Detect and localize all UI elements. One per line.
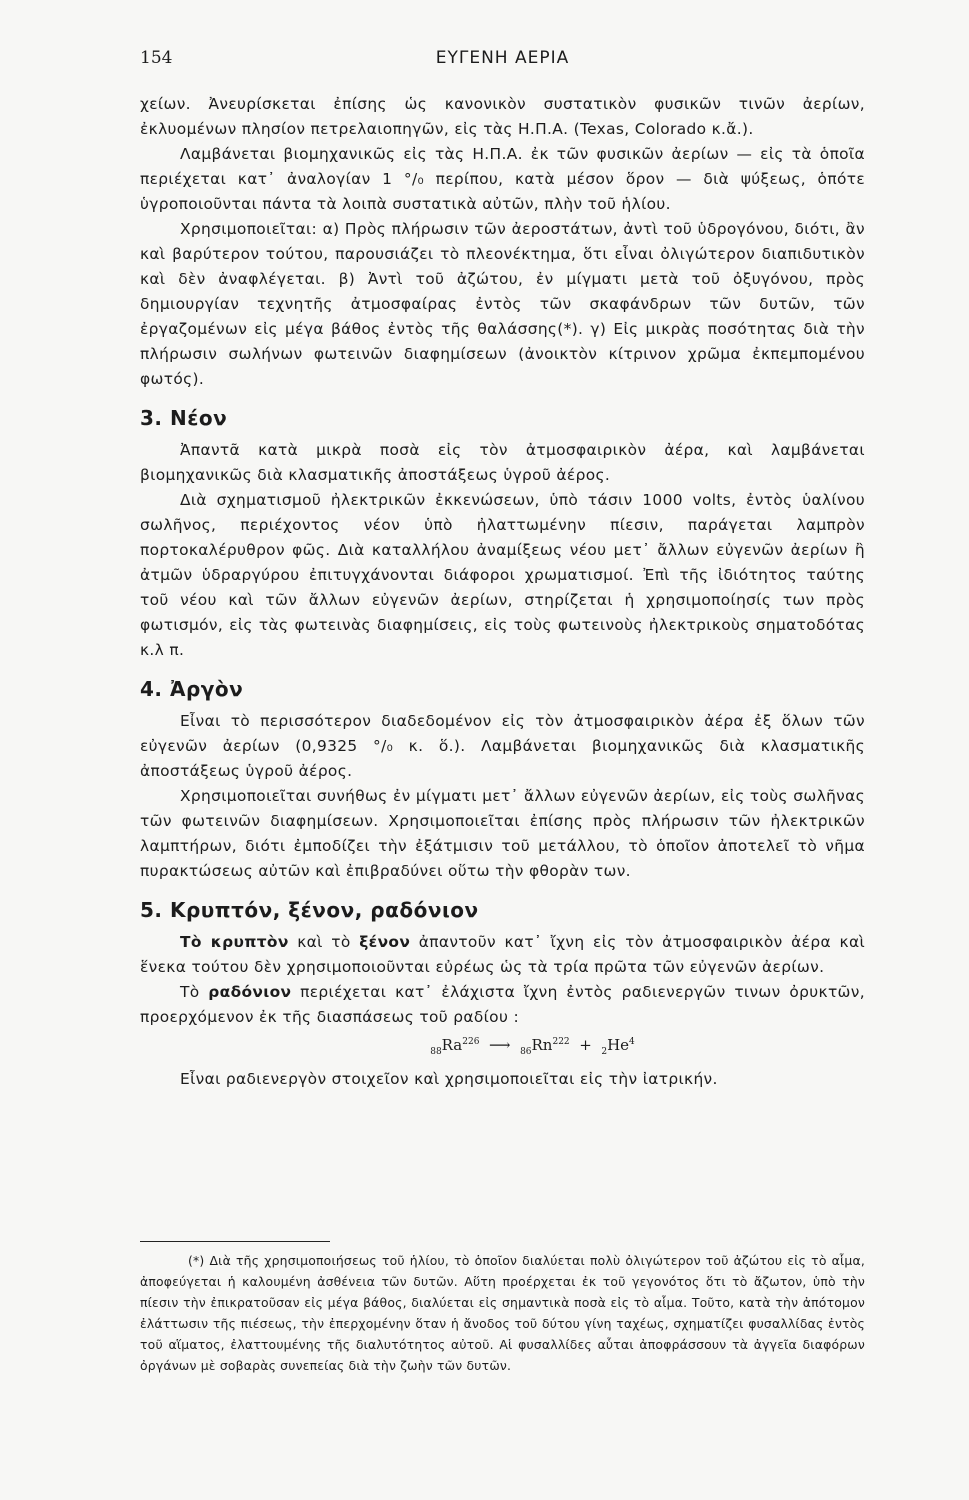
element-symbol: Rn xyxy=(531,1036,553,1054)
section-heading-argon: 4. Ἀργὸν xyxy=(140,677,244,701)
paragraph-helium-uses: Χρησιμοποιεῖται: α) Πρὸς πλήρωσιν τῶν ἀεροστάτων, ἀντὶ τοῦ ὑδρογόνου, διότι, ἂν καὶ βαρύτερον τούτου, παρουσιάζει τὸ πλεονέκτημα, ὅτι εἶναι ὀλιγώτερον διαπιδυτικὸν καὶ δὲν ἀναφλέγεται. β) Ἀντὶ τοῦ ἀζώτου, ἐν μίγματι μετὰ τοῦ ὀξυγόνου, πρὸς δημιουργίαν τεχνητῆς ἀτμοσφαίρας ἐντὸς τῶν σκαφάνδρων τῶν δυτῶν, τῶν ἐργαζομένων εἰς μέγα βάθος ἐντὸς τῆς θαλάσσης(*). γ) Εἰς μικρὰς ποσότητας διὰ τὴν πλήρωσιν σωλήνων φωτεινῶν διαφημίσεων (ἀνοικτὸν κίτρινον χρῶμα ἐκπεμπομένου φωτός). xyxy=(140,220,865,388)
page-number: 154 xyxy=(140,48,173,68)
text-span: ἀπαντοῦν κατ᾿ ἴχνη εἰς τὸν ἀτμοσφαιρικὸν ἀέρα καὶ ἕνεκα τούτου δὲν χρησιμοποιοῦνται εὐρέως ὡς τὰ τρία πρῶτα τῶν εὐγενῶν ἀερίων. xyxy=(140,933,865,976)
reaction-arrow: ⟶ xyxy=(489,1036,511,1054)
element-symbol: Ra xyxy=(441,1036,463,1054)
term-radon: ραδόνιον xyxy=(208,983,292,1001)
mass-number: 226 xyxy=(462,1037,480,1047)
text-span: Τὸ xyxy=(180,983,209,1001)
footnote-text: (*) Διὰ τῆς χρησιμοποιήσεως τοῦ ἡλίου, τὸ ὁποῖον διαλύεται πολὺ ὀλιγώτερον τοῦ ἀζώτου εἰς τὸ αἷμα, ἀποφεύγεται ἡ καλουμένη ἀσθένεια τῶν δυτῶν. Αὕτη προέρχεται ἐκ τοῦ γεγονότος ὅτι τὸ ἄζωτον, ὑπὸ τὴν πίεσιν τὴν ἐπικρατοῦσαν εἰς μέγα βάθος, διαλύεται εἰς σημαντικὰ ποσὰ εἰς τὸ αἷμα. Τοῦτο, κατὰ τὴν ἀπότομον ἐλάττωσιν τῆς πιέσεως, τὴν ἐπερχομένην ὅταν ἡ ἄνοδος τοῦ δύτου γίνη ταχέως, σχηματίζει φυσαλλίδας ἐντὸς τοῦ αἵματος, ἐλαττουμένης τῆς διαλυτότητος αὐτοῦ. Αἱ φυσαλλίδες αὗται ἀποφράσσουν τὰ ἀγγεῖα διαφόρων ὀργάνων μὲ σοβαρὰς συνεπείας διὰ τὴν ζωὴν τῶν δυτῶν. xyxy=(140,1253,865,1373)
paragraph-radon xyxy=(140,980,865,1030)
atomic-number: 88 xyxy=(430,1047,442,1057)
paragraph-argon-uses: Χρησιμοποιεῖται συνήθως ἐν μίγματι μετ᾿ ἄλλων εὐγενῶν ἀερίων, εἰς τοὺς σωλῆνας τῶν φωτεινῶν διαφημίσεων. Χρησιμοποιεῖται ἐπίσης πρὸς πλήρωσιν τῶν ἠλεκτρικῶν λαμπτήρων, διότι ἐμποδίζει τὴν ἐξάτμισιν τοῦ μετάλλου, τὸ ὁποῖον ἀποτελεῖ τὸ νῆμα πυρακτώσεως αὐτῶν καὶ ἐπιβραδύνει οὕτω τὴν φθορὰν των. xyxy=(140,787,865,880)
paragraph-helium-occurrence: χείων. Ἀνευρίσκεται ἐπίσης ὡς κανονικὸν συστατικὸν φυσικῶν τινῶν ἀερίων, ἐκλυομένων πλησίον πετρελαιοπηγῶν, εἰς τὰς Η.Π.Α. (Texas, Colorado κ.ἄ.). xyxy=(140,95,865,138)
element-symbol: He xyxy=(607,1036,630,1054)
text-span: καὶ τὸ xyxy=(288,933,360,951)
paragraph-neon-occurrence: Ἀπαντᾶ κατὰ μικρὰ ποσὰ εἰς τὸν ἀτμοσφαιρικὸν ἀέρα, καὶ λαμβάνεται βιομηχανικῶς διὰ κλασματικῆς ἀποστάξεως ὑγροῦ ἀέρος. xyxy=(140,441,865,484)
paragraph-helium-production: Λαμβάνεται βιομηχανικῶς εἰς τὰς Η.Π.Α. ἐκ τῶν φυσικῶν ἀερίων — εἰς τὰ ὁποῖα περιέχεται κατ᾿ ἀναλογίαν 1 °/₀ περίπου, κατὰ μέσον ὅρον — διὰ ψύξεως, ὁπότε ὑγροποιοῦνται πάντα τὰ λοιπὰ συστατικὰ αὐτῶν, πλὴν τοῦ ἡλίου. xyxy=(140,145,865,213)
mass-number: 4 xyxy=(629,1037,635,1047)
section-heading-krypton: 5. Κρυπτόν, ξένον, ραδόνιον xyxy=(140,898,479,922)
plus-sign: + xyxy=(579,1036,592,1054)
footnote-divider xyxy=(140,1241,330,1242)
running-title: ΕΥΓΕΝΗ ΑΕΡΙΑ xyxy=(435,48,570,68)
text-span: περιέχεται κατ᾿ ἐλάχιστα ἴχνη ἐντὸς ραδιενεργῶν τινων ὀρυκτῶν, προερχόμενον ἐκ τῆς διασπάσεως τοῦ ραδίου : xyxy=(140,983,865,1026)
main-text xyxy=(140,92,865,1092)
term-krypton: Τὸ κρυπτὸν xyxy=(180,933,289,951)
paragraph-neon-uses: Διὰ σχηματισμοῦ ἠλεκτρικῶν ἐκκενώσεων, ὑπὸ τάσιν 1000 volts, ἐντὸς ὑαλίνου σωλῆνος, περιέχοντος νέον ὑπὸ ἠλαττωμένην πίεσιν, παράγεται λαμπρὸν πορτοκαλέρυθρον φῶς. Διὰ καταλλήλου ἀναμίξεως νέου μετ᾿ ἄλλων εὐγενῶν ἀερίων ἢ ἀτμῶν ὑδραργύρου ἐπιτυγχάνονται διάφοροι χρωματισμοί. Ἐπὶ τῆς ἰδιότητος ταύτης τοῦ νέου καὶ τῶν ἄλλων εὐγενῶν ἀερίων, στηρίζεται ἡ χρησιμοποίησίς των πρὸς φωτισμόν, εἰς τὰς φωτεινὰς διαφημίσεις, εἰς τοὺς φωτεινοὺς ἠλεκτρικοὺς σηματοδότας κ.λ π. xyxy=(140,491,865,659)
atomic-number: 2 xyxy=(601,1047,608,1057)
paragraph-radon-use: Εἶναι ραδιενεργὸν στοιχεῖον καὶ χρησιμοποιεῖται εἰς τὴν ἰατρικήν. xyxy=(180,1070,718,1088)
atomic-number: 86 xyxy=(520,1047,532,1057)
paragraph-krypton-xenon xyxy=(140,930,865,980)
term-xenon: ξένον xyxy=(359,933,411,951)
footnote xyxy=(140,1250,865,1376)
mass-number: 222 xyxy=(552,1037,570,1047)
nuclear-equation xyxy=(200,1036,865,1057)
section-heading-neon: 3. Νέον xyxy=(140,406,228,430)
page-header xyxy=(140,48,865,74)
paragraph-argon-occurrence: Εἶναι τὸ περισσότερον διαδεδομένον εἰς τὸν ἀτμοσφαιρικὸν ἀέρα ἐξ ὅλων τῶν εὐγενῶν ἀερίων (0,9325 °/₀ κ. ὅ.). Λαμβάνεται βιομηχανικῶς διὰ κλασματικῆς ἀποστάξεως ὑγροῦ ἀέρος. xyxy=(140,712,865,780)
